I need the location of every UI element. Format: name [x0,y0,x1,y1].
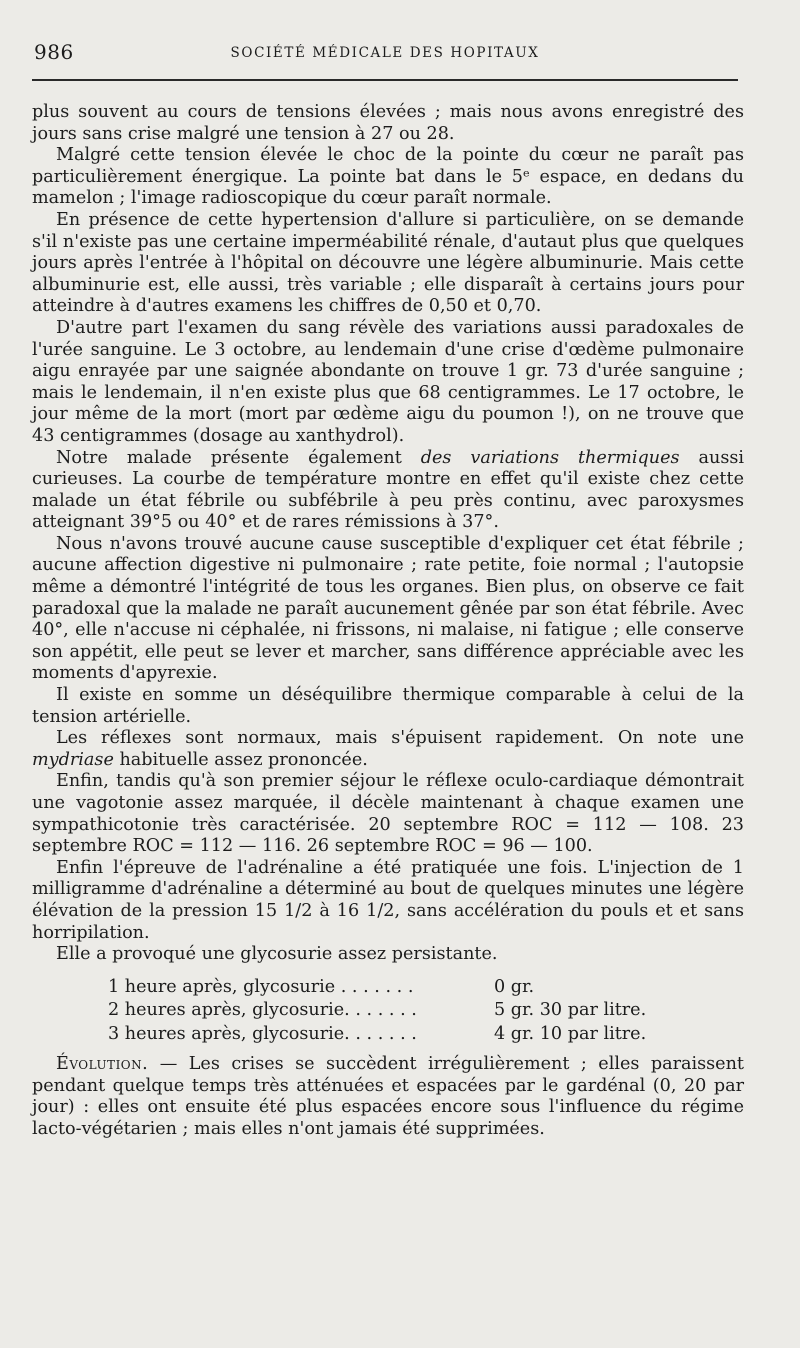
italic-term: mydriase [32,749,114,770]
paragraph-thermic [32,448,744,534]
paragraph: plus souvent au cours de tensions élevées ; mais nous avons enregistré des jours sans crise malgré une tension à 27 ou 28. [32,102,744,144]
page-header [32,40,738,68]
running-title: SOCIÉTÉ MÉDICALE DES HOPITAUX [230,45,540,61]
table-row [108,976,646,1000]
table-row [108,1023,646,1047]
table-row [108,999,646,1023]
text-run: Notre malade présente également [56,447,421,468]
section-heading: Évolution. [56,1054,149,1075]
paragraph: Nous n'avons trouvé aucune cause susceptible d'expliquer cet état fébrile ; aucune affection digestive ni pulmonaire ; rate petite, foie normal ; l'autopsie même a démontré l'intégrité de tous les organes. Bien plus, on observe ce fait paradoxal que la malade ne paraît aucunement gênée par son état fébrile. Avec 40°, elle n'accuse ni céphalée, ni frissons, ni malaise, ni fatigue ; elle conserve son appétit, elle peut se lever et marcher, sans différence appréciable avec les moments d'apyrexie. [32,533,744,684]
table-cell-label: 2 heures après, glycosurie. . . . . . . [108,1000,417,1021]
paragraph-reflexes [32,728,744,771]
text-run: habituelle assez prononcée. [113,749,368,770]
text-run: Les réflexes sont normaux, mais s'épuisent rapidement. On note une [56,728,744,749]
paragraph: Elle a provoqué une glycosurie assez persistante. [56,944,498,965]
table-cell-value: 4 gr. 10 par litre. [494,1023,647,1044]
paragraph: Enfin, tandis qu'à son premier séjour le réflexe oculo-cardiaque démontrait une vagotonie assez marquée, il décèle maintenant à chaque examen une sympathicotonie très caractérisée. 20 septembre ROC = 112 — 108. 23 septembre ROC = 112 — 116. 26 septembre ROC = 96 — 100. [32,771,744,857]
page-number: 986 [34,40,74,64]
table-cell-value: 5 gr. 30 par litre. [494,1000,647,1021]
paragraph: Malgré cette tension élevée le choc de la pointe du cœur ne paraît pas particulièrement énergique. La pointe bat dans le 5ᵉ espace, en dedans du mamelon ; l'image radioscopique du cœur paraît normale. [32,145,744,209]
table-cell-label: 1 heure après, glycosurie . . . . . . . [108,976,414,997]
table-cell-value: 0 gr. [494,976,535,997]
paragraph-evolution [32,1054,744,1140]
table-cell-label: 3 heures après, glycosurie. . . . . . . [108,1023,417,1044]
text-run: aussi curieuses. La courbe de température montre en effet qu'il existe chez cette malade un état fébrile ou subfébrile à peu près continu, avec paroxysmes atteignant 39°5 ou 40° et de rares rémissions à 37°. [32,447,745,533]
paragraph: Il existe en somme un déséquilibre thermique comparable à celui de la tension artérielle. [32,685,744,727]
glycosuria-table [108,976,646,1047]
text-run: — Les crises se succèdent irrégulièrement ; elles paraissent pendant quelque temps très atténuées et espacées par le gardénal (0, 20 par jour) : elles ont ensuite été plus espacées encore sous l'influence du régime lacto-végétarien ; mais elles n'ont jamais été supprimées. [32,1054,744,1140]
header-rule [32,79,738,81]
italic-term: des variations thermiques [420,447,680,468]
paragraph: En présence de cette hypertension d'allure si particulière, on se demande s'il n'existe pas une certaine imperméabilité rénale, d'autaut plus que quelques jours après l'entrée à l'hôpital on découvre une légère albuminurie. Mais cette albuminurie est, elle aussi, très variable ; elle disparaît à certains jours pour atteindre à d'autres examens les chiffres de 0,50 et 0,70. [32,209,744,317]
paragraph: D'autre part l'examen du sang révèle des variations aussi paradoxales de l'urée sanguine. Le 3 octobre, au lendemain d'une crise d'œdème pulmonaire aigu enrayée par une saignée abondante on trouve 1 gr. 73 d'urée sanguine ; mais le lendemain, il n'en existe plus que 68 centigrammes. Le 17 octobre, le jour même de la mort (mort par œdème aigu du poumon !), on ne trouve que 43 centigrammes (dosage au xanthydrol). [32,317,744,446]
body-text [32,102,744,1141]
paragraph: Enfin l'épreuve de l'adrénaline a été pratiquée une fois. L'injection de 1 milligramme d'adrénaline a déterminé au bout de quelques minutes une légère élévation de la pression 15 1/2 à 16 1/2, sans accélération du pouls et et sans horripilation. [32,857,744,943]
